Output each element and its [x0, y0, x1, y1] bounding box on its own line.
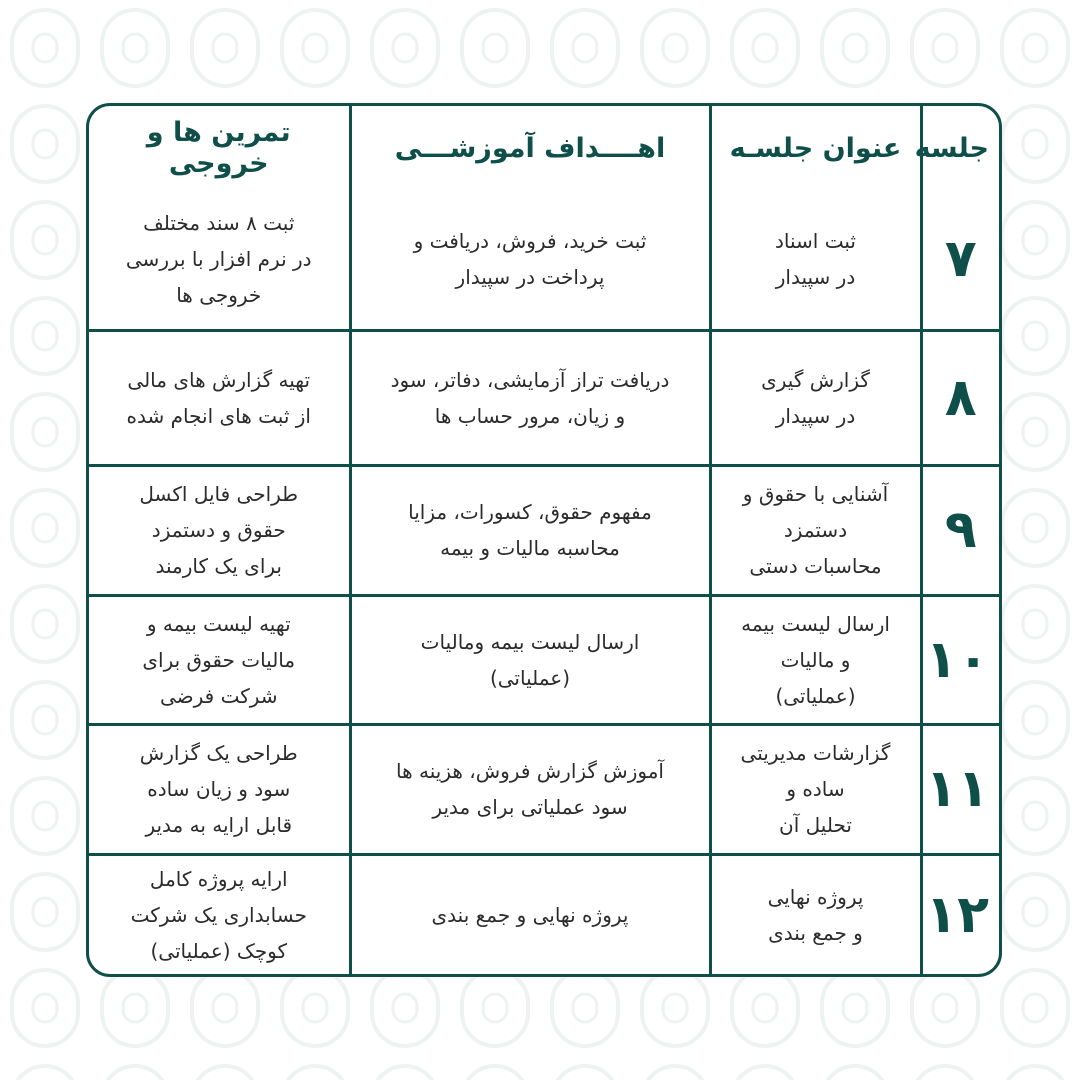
header-session-title: عنوان جلسـه	[710, 106, 921, 190]
header-educational-goals: اهــــداف آموزشـــی	[350, 106, 710, 190]
session-exercises: ارایه پروژه کامل حسابداری یک شرکت کوچک (عملیاتی)	[89, 854, 350, 974]
table-row	[89, 330, 999, 465]
course-schedule-table	[86, 103, 1002, 977]
session-title: ارسال لیست بیمه و مالیات (عملیاتی)	[710, 595, 921, 724]
session-number: ۱۱	[921, 724, 999, 854]
session-number: ۸	[921, 330, 999, 465]
session-number: ۱۲	[921, 854, 999, 974]
header-session: جلسه	[921, 106, 999, 190]
session-number: ۷	[921, 190, 999, 330]
session-exercises: طراحی یک گزارش سود و زیان ساده قابل ارایه به مدیر	[89, 724, 350, 854]
session-title: گزارشات مدیریتی ساده و تحلیل آن	[710, 724, 921, 854]
session-goals: دریافت تراز آزمایشی، دفاتر، سود و زیان، مرور حساب ها	[350, 330, 710, 465]
header-exercises-output: تمرین ها و خروجی	[89, 106, 350, 190]
table-row	[89, 854, 999, 974]
session-goals: ارسال لیست بیمه ومالیات (عملیاتی)	[350, 595, 710, 724]
session-exercises: طراحی فایل اکسل حقوق و دستمزد برای یک کارمند	[89, 465, 350, 595]
session-title: پروژه نهایی و جمع بندی	[710, 854, 921, 974]
session-title: ثبت اسناد در سپیدار	[710, 190, 921, 330]
session-goals: پروژه نهایی و جمع بندی	[350, 854, 710, 974]
table-header-row	[89, 106, 999, 190]
session-goals: آموزش گزارش فروش، هزینه ها سود عملیاتی برای مدیر	[350, 724, 710, 854]
session-title: آشنایی با حقوق و دستمزد محاسبات دستی	[710, 465, 921, 595]
session-title: گزارش گیری در سپیدار	[710, 330, 921, 465]
session-exercises: ثبت ۸ سند مختلف در نرم افزار با بررسی خروجی ها	[89, 190, 350, 330]
table-row	[89, 465, 999, 595]
session-exercises: تهیه لیست بیمه و مالیات حقوق برای شرکت فرضی	[89, 595, 350, 724]
table-row	[89, 595, 999, 724]
session-number: ۱۰	[921, 595, 999, 724]
table-row	[89, 190, 999, 330]
schedule-table	[89, 106, 999, 974]
session-goals: مفهوم حقوق، کسورات، مزایا محاسبه مالیات و بیمه	[350, 465, 710, 595]
session-goals: ثبت خرید، فروش، دریافت و پرداخت در سپیدار	[350, 190, 710, 330]
table-row	[89, 724, 999, 854]
session-exercises: تهیه گزارش های مالی از ثبت های انجام شده	[89, 330, 350, 465]
session-number: ۹	[921, 465, 999, 595]
